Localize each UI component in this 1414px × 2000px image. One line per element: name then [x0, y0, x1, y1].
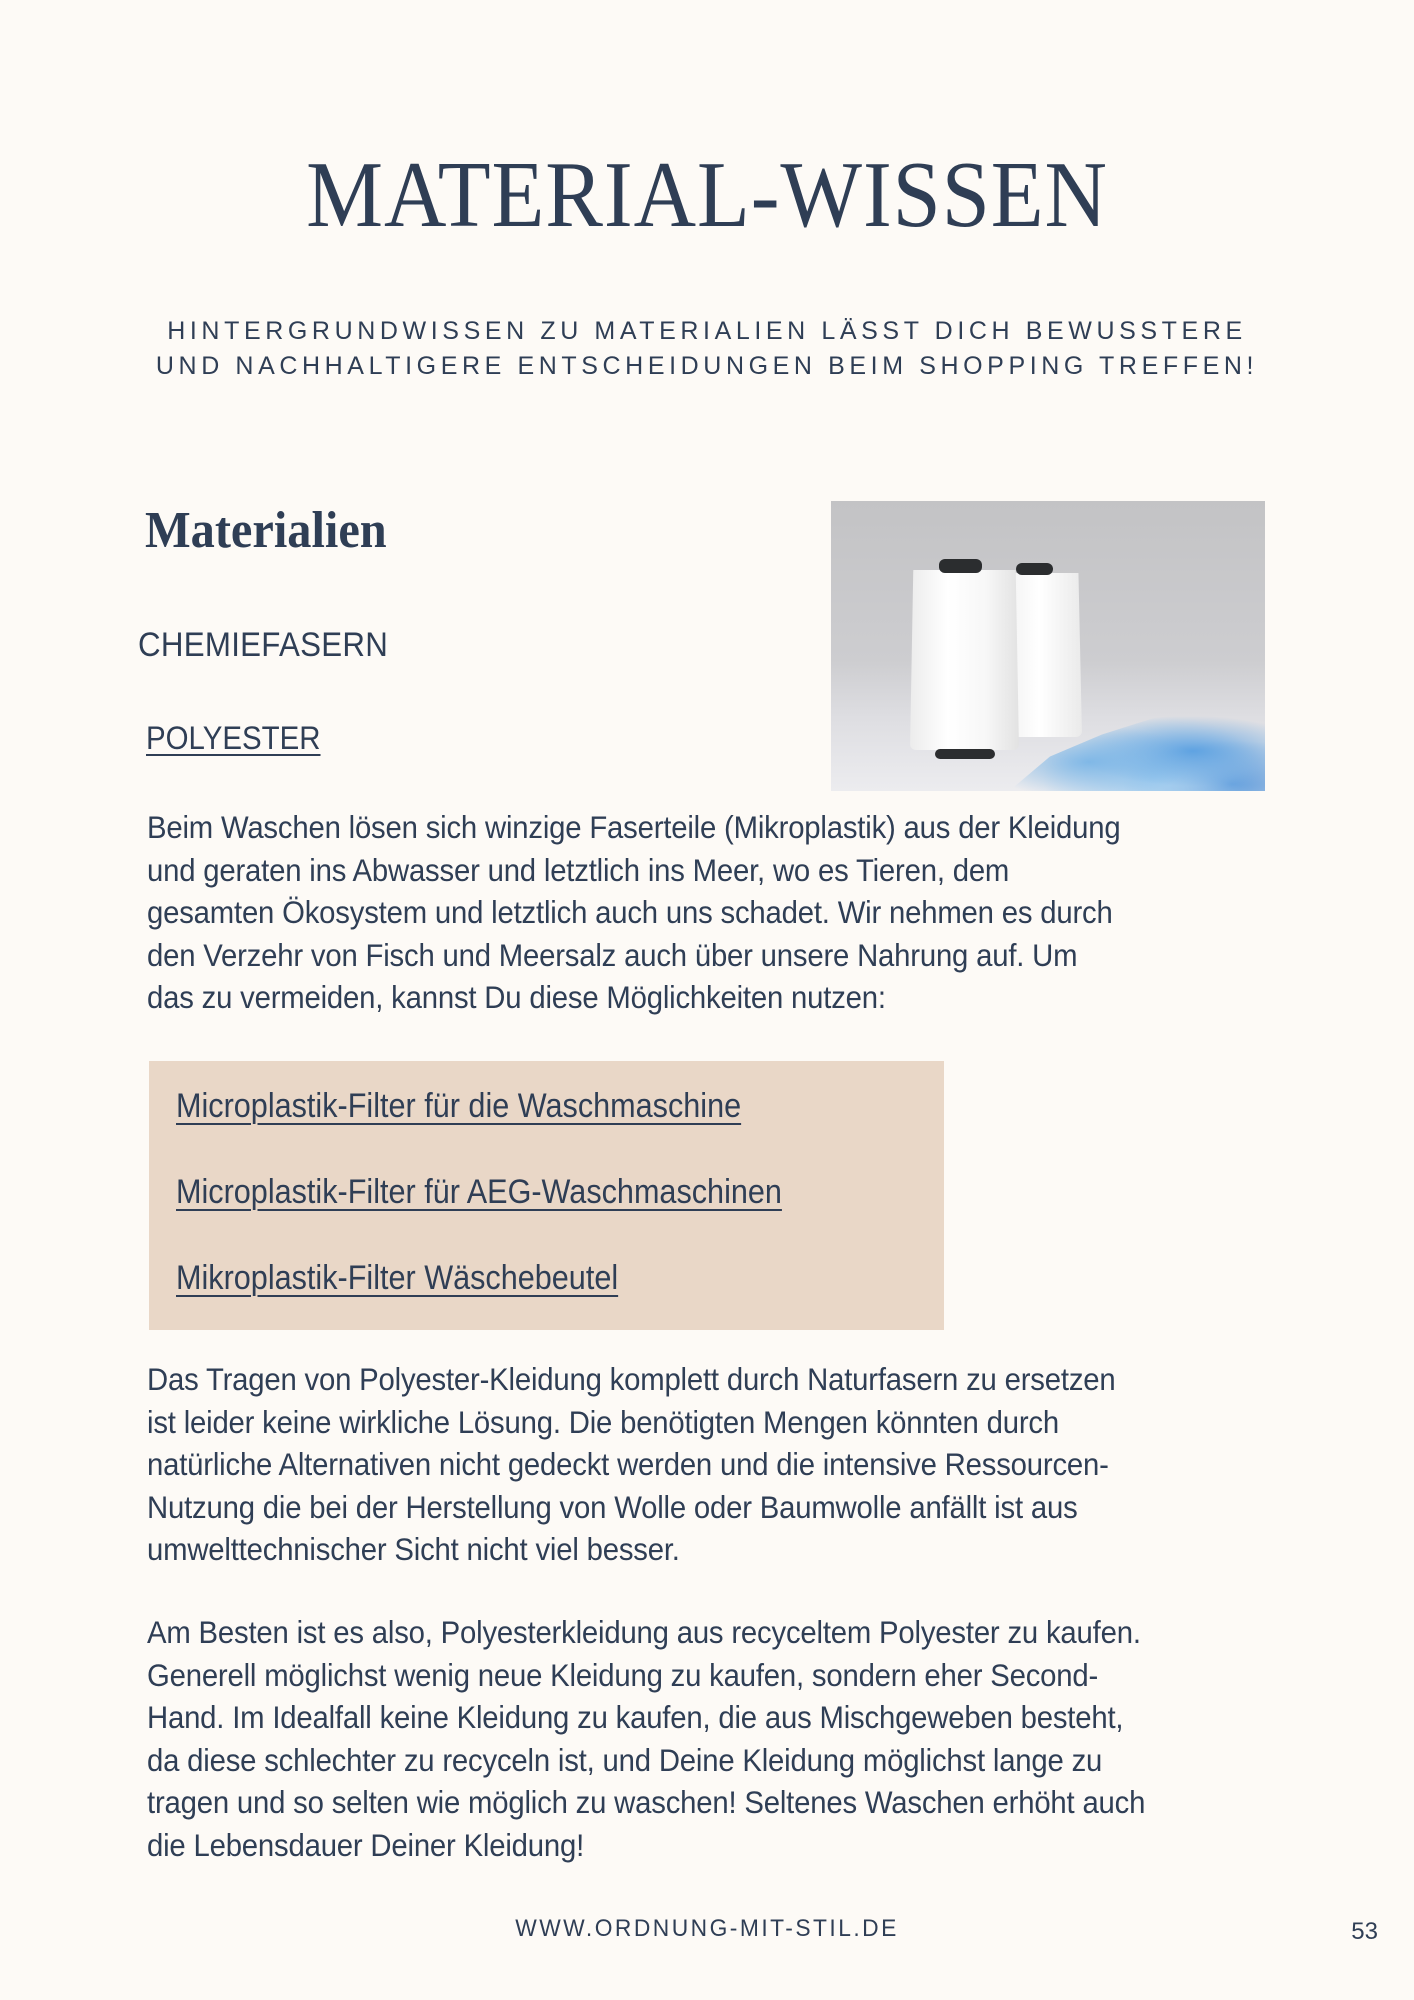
filter-link-aeg[interactable]: Microplastik-Filter für AEG-Waschmaschinen — [176, 1173, 782, 1211]
polyester-link[interactable]: POLYESTER — [146, 720, 321, 756]
spool-cap — [1016, 563, 1053, 575]
page-number: 53 — [1351, 1918, 1378, 1945]
text-line: natürliche Alternativen nicht gedeckt werden und die intensive Ressourcen- — [147, 1446, 1109, 1483]
filter-links-box — [149, 1061, 944, 1330]
page-subtitle — [0, 314, 1414, 384]
text-line: Beim Waschen lösen sich winzige Faserteile (Mikroplastik) aus der Kleidung — [147, 809, 1121, 845]
text-line: da diese schlechter zu recyceln ist, und Deine Kleidung möglichst lange zu — [147, 1741, 1103, 1778]
second-paragraph — [147, 1358, 1297, 1571]
text-line: das zu vermeiden, kannst Du diese Möglichkeiten nutzen: — [147, 979, 886, 1016]
text-line: Generell möglichst wenig neue Kleidung zu kaufen, sondern eher Second- — [147, 1656, 1099, 1693]
text-line: den Verzehr von Fisch und Meersalz auch über unsere Nahrung auf. Um — [147, 936, 1078, 973]
subtitle-line: HINTERGRUNDWISSEN ZU MATERIALIEN LÄSST DICH BEWUSSTERE — [167, 317, 1247, 345]
text-line: Nutzung die bei der Herstellung von Wolle oder Baumwolle anfällt ist aus — [147, 1488, 1078, 1525]
polyester-thread-photo — [831, 501, 1265, 791]
text-line: ist leider keine wirkliche Lösung. Die benötigten Mengen könnten durch — [147, 1403, 1059, 1440]
page-title: MATERIAL-WISSEN — [306, 143, 1108, 247]
section-heading: Materialien — [145, 502, 387, 559]
filter-link-waschmaschine[interactable]: Microplastik-Filter für die Waschmaschine — [176, 1087, 742, 1125]
subtitle-line: UND NACHHALTIGERE ENTSCHEIDUNGEN BEIM SHOPPING TREFFEN! — [155, 352, 1259, 380]
spool-base — [935, 749, 995, 759]
text-line: Am Besten ist es also, Polyesterkleidung aus recyceltem Polyester zu kaufen. — [147, 1614, 1141, 1650]
text-line: umwelttechnischer Sicht nicht viel besser. — [147, 1531, 680, 1568]
text-line: gesamten Ökosystem und letztlich auch uns schadet. Wir nehmen es durch — [147, 894, 1113, 931]
category-label: CHEMIEFASERN — [138, 626, 389, 664]
text-line: tragen und so selten wie möglich zu waschen! Seltenes Waschen erhöht auch — [147, 1784, 1146, 1821]
footer-website: WWW.ORDNUNG-MIT-STIL.DE — [515, 1915, 899, 1942]
text-line: und geraten ins Abwasser und letztlich ins Meer, wo es Tieren, dem — [147, 851, 1010, 888]
intro-paragraph — [147, 806, 1297, 1019]
filter-link-waeschebeutel[interactable]: Mikroplastik-Filter Wäschebeutel — [176, 1259, 619, 1297]
text-line: Das Tragen von Polyester-Kleidung komplett durch Naturfasern zu ersetzen — [147, 1361, 1116, 1397]
text-line: Hand. Im Idealfall keine Kleidung zu kaufen, die aus Mischgeweben besteht, — [147, 1699, 1124, 1736]
third-paragraph — [147, 1611, 1297, 1867]
spool-cap — [939, 559, 982, 573]
thread-spool-front — [910, 570, 1019, 750]
thread-spool-back — [1011, 573, 1082, 737]
text-line: die Lebensdauer Deiner Kleidung! — [147, 1826, 585, 1863]
